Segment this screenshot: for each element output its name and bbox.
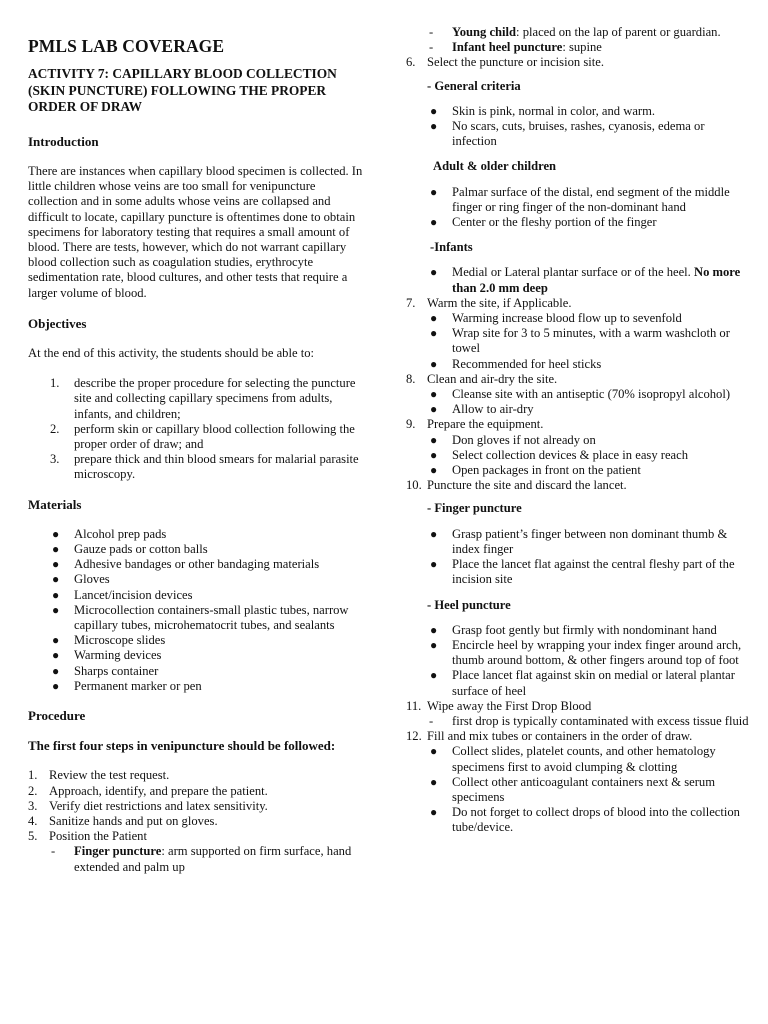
heel-item [406,623,751,638]
step-text: Clean and air-dry the site. [427,371,558,386]
material-text: Warming devices [74,648,162,663]
wipe-text: first drop is typically contaminated with excess tissue fluid [452,713,749,728]
page-title: PMLS LAB COVERAGE [28,36,225,56]
materials-heading: Materials [28,496,82,512]
bullet-icon: ● [430,622,438,637]
general-criteria-list [406,104,751,150]
procedure-subheading: The first four steps in venipuncture should be followed: [28,738,336,754]
bullet-icon: ● [52,633,60,648]
left-column [28,0,363,875]
material-item [28,664,363,679]
adult-item [406,185,751,215]
fill-item [406,744,751,774]
fill-mix-list [406,744,751,835]
step-number: 4. [28,814,38,829]
criteria-item [406,119,751,149]
bullet-icon: ● [52,572,60,587]
material-text: Gauze pads or cotton balls [74,541,208,556]
bullet-icon: ● [430,326,438,341]
wipe-item [406,714,751,729]
bullet-icon: ● [430,387,438,402]
heel-puncture-list [406,623,751,699]
position-text: : supine [562,40,602,55]
position-label: Infant heel puncture [452,40,563,55]
introduction-text: There are instances when capillary blood specimen is collected. In little children whose veins are too small for venipuncture collection and in some adults whose veins are collapsed and difficult to locate, capillary puncture is oftentimes done to obtain specimens for laboratory testing that requires a small amount of blood. There are tests, however, which do not warrant capillary blood collection such as coagulation studies, erythrocyte sedimentation rate, blood cultures, and other tests that require a larger volume of blood. [28,163,363,300]
step-text: Verify diet restrictions and latex sensitivity. [49,798,268,813]
procedure-step [28,784,363,799]
criteria-text: No scars, cuts, bruises, rashes, cyanosis, edema or infection [452,119,705,149]
finger-item [406,527,751,557]
step-text: Wipe away the First Drop Blood [427,698,592,713]
procedure-step [406,296,751,311]
step-text: Puncture the site and discard the lancet. [427,478,627,493]
fill-text: Collect other anticoagulant containers next & serum specimens [452,774,715,804]
dash-marker: - [429,713,434,728]
objective-item [28,452,363,482]
material-text: Gloves [74,572,110,587]
adult-text: Center or the fleshy portion of the finger [452,215,657,230]
bullet-icon: ● [52,602,60,617]
position-item [28,844,363,874]
clean-item [406,387,751,402]
material-text: Lancet/incision devices [74,587,193,602]
infants-depth-warning: No more than 2.0 mm deep [452,265,741,295]
position-list [28,844,363,874]
objective-item [28,422,363,452]
adult-children-heading: Adult & older children [433,159,557,174]
bullet-icon: ● [430,637,438,652]
step-number: 2. [28,783,38,798]
finger-puncture-heading: - Finger puncture [427,501,522,516]
bullet-icon: ● [430,805,438,820]
adult-text: Palmar surface of the distal, end segment of the middle finger or ring finger of the non-dominant hand [452,184,730,214]
dash-marker: - [51,844,56,859]
prepare-text: Don gloves if not already on [452,432,596,447]
material-item [28,633,363,648]
material-text: Microscope slides [74,633,166,648]
step-text: Position the Patient [49,829,147,844]
finger-puncture-list [406,527,751,588]
finger-item [406,557,751,587]
bullet-icon: ● [430,311,438,326]
bullet-icon: ● [430,356,438,371]
material-text: Alcohol prep pads [74,526,167,541]
bullet-icon: ● [430,103,438,118]
step-number: 8. [406,371,416,386]
bullet-icon: ● [430,668,438,683]
warm-item [406,326,751,356]
bullet-icon: ● [52,587,60,602]
right-column [406,25,751,836]
bullet-icon: ● [430,215,438,230]
objectives-list [28,376,363,482]
position-text: : placed on the lap of parent or guardian. [516,25,721,39]
bullet-icon: ● [430,432,438,447]
prepare-item [406,433,751,448]
objective-text: describe the proper procedure for selecting the puncture site and collecting capillary specimens from adults, infants, and children; [74,376,356,421]
prepare-text: Open packages in front on the patient [452,463,641,478]
finger-text: Grasp patient’s finger between non dominant thumb & index finger [452,526,728,556]
adult-children-list [406,185,751,231]
procedure-step [406,372,751,387]
procedure-step [406,478,751,493]
objective-number: 2. [50,421,60,436]
material-item [28,557,363,572]
procedure-step [406,417,751,432]
procedure-step [28,814,363,829]
material-item [28,572,363,587]
clean-text: Allow to air-dry [452,402,534,417]
bullet-icon: ● [52,526,60,541]
heel-text: Place lancet flat against skin on medial or lateral plantar surface of heel [452,668,735,698]
position-text: : arm supported on firm surface, hand extended and palm up [74,844,352,874]
procedure-step [28,799,363,814]
position-item [406,25,751,40]
material-item [28,679,363,694]
step-text: Prepare the equipment. [427,417,544,432]
position-label: Young child [452,25,517,39]
infants-item [406,265,751,295]
warm-text: Wrap site for 3 to 5 minutes, with a warm washcloth or towel [452,326,730,356]
warm-text: Warming increase blood flow up to sevenfold [452,311,682,326]
objective-item [28,376,363,422]
bullet-icon: ● [430,774,438,789]
material-text: Adhesive bandages or other bandaging materials [74,557,320,572]
prepare-item [406,463,751,478]
procedure-step [28,768,363,783]
objective-text: prepare thick and thin blood smears for malarial parasite microscopy. [74,452,359,482]
step-number: 9. [406,417,416,432]
bullet-icon: ● [52,663,60,678]
material-item [28,527,363,542]
procedure-steps [28,768,363,844]
bullet-icon: ● [52,648,60,663]
bullet-icon: ● [430,265,438,280]
material-text: Microcollection containers-small plastic tubes, narrow capillary tubes, microhematocrit tubes, and sealants [74,602,349,632]
step-number: 10. [406,478,422,493]
infants-heading: -Infants [430,240,473,255]
materials-list [28,527,363,694]
step-text: Fill and mix tubes or containers in the order of draw. [427,729,693,744]
finger-text: Place the lancet flat against the central fleshy part of the incision site [452,557,735,587]
step-text: Select the puncture or incision site. [427,55,604,70]
warm-site-list [406,311,751,372]
material-text: Permanent marker or pen [74,678,202,693]
objective-text: perform skin or capillary blood collection following the proper order of draw; and [74,421,355,451]
objective-number: 3. [50,452,60,467]
position-label: Finger puncture [74,844,162,859]
material-item [28,603,363,633]
clean-text: Cleanse site with an antiseptic (70% isopropyl alcohol) [452,387,731,402]
clean-item [406,402,751,417]
heel-text: Grasp foot gently but firmly with nondominant hand [452,622,717,637]
position-list-continued [406,25,751,55]
step-number: 3. [28,798,38,813]
step-text: Warm the site, if Applicable. [427,295,572,310]
material-item [28,648,363,663]
material-item [28,542,363,557]
material-text: Sharps container [74,663,159,678]
fill-text: Collect slides, platelet counts, and other hematology specimens first to avoid clumping & clotting [452,744,716,774]
bullet-icon: ● [430,184,438,199]
wipe-list [406,714,751,729]
bullet-icon: ● [430,526,438,541]
dash-marker: - [429,25,434,39]
heel-puncture-heading: - Heel puncture [427,597,511,612]
warm-item [406,311,751,326]
bullet-icon: ● [430,463,438,478]
criteria-text: Skin is pink, normal in color, and warm. [452,103,656,118]
step-number: 11. [406,698,422,713]
bullet-icon: ● [52,678,60,693]
bullet-icon: ● [430,744,438,759]
step-number: 12. [406,729,422,744]
procedure-step [406,55,751,70]
procedure-step [406,699,751,714]
bullet-icon: ● [430,402,438,417]
prepare-equipment-list [406,433,751,479]
clean-site-list [406,387,751,417]
adult-item [406,215,751,230]
step-text: Approach, identify, and prepare the patient. [49,783,268,798]
procedure-heading: Procedure [28,708,86,723]
general-criteria-heading: - General criteria [427,78,521,93]
warm-text: Recommended for heel sticks [452,356,602,371]
step-number: 7. [406,295,416,310]
material-item [28,588,363,603]
bullet-icon: ● [430,447,438,462]
step-number: 6. [406,55,416,70]
step-number: 5. [28,829,38,844]
procedure-step [28,829,363,844]
objective-number: 1. [50,376,60,391]
objectives-heading: Objectives [28,315,87,331]
procedure-step [406,729,751,744]
warm-item [406,357,751,372]
position-item [406,40,751,55]
heel-item [406,668,751,698]
step-text: Review the test request. [49,768,170,783]
activity-title: ACTIVITY 7: CAPILLARY BLOOD COLLECTION (SKIN PUNCTURE) FOLLOWING THE PROPER ORDER OF DRAW [28,66,337,115]
fill-item [406,805,751,835]
introduction-heading: Introduction [28,133,99,149]
criteria-item [406,104,751,119]
heel-text: Encircle heel by wrapping your index finger around arch, thumb around bottom, & other fingers around top of foot [452,637,742,668]
step-number: 1. [28,768,38,783]
prepare-item [406,448,751,463]
objectives-intro: At the end of this activity, the students should be able to: [28,345,314,360]
fill-text: Do not forget to collect drops of blood into the collection tube/device. [452,805,740,835]
infants-text: Medial or Lateral plantar surface or of the heel. [452,265,694,280]
step-text: Sanitize hands and put on gloves. [49,814,218,829]
fill-item [406,775,751,805]
bullet-icon: ● [52,557,60,572]
bullet-icon: ● [430,557,438,572]
dash-marker: - [429,40,434,55]
infants-list [406,265,751,295]
bullet-icon: ● [430,119,438,134]
heel-item [406,638,751,668]
bullet-icon: ● [52,541,60,556]
prepare-text: Select collection devices & place in easy reach [452,447,689,462]
